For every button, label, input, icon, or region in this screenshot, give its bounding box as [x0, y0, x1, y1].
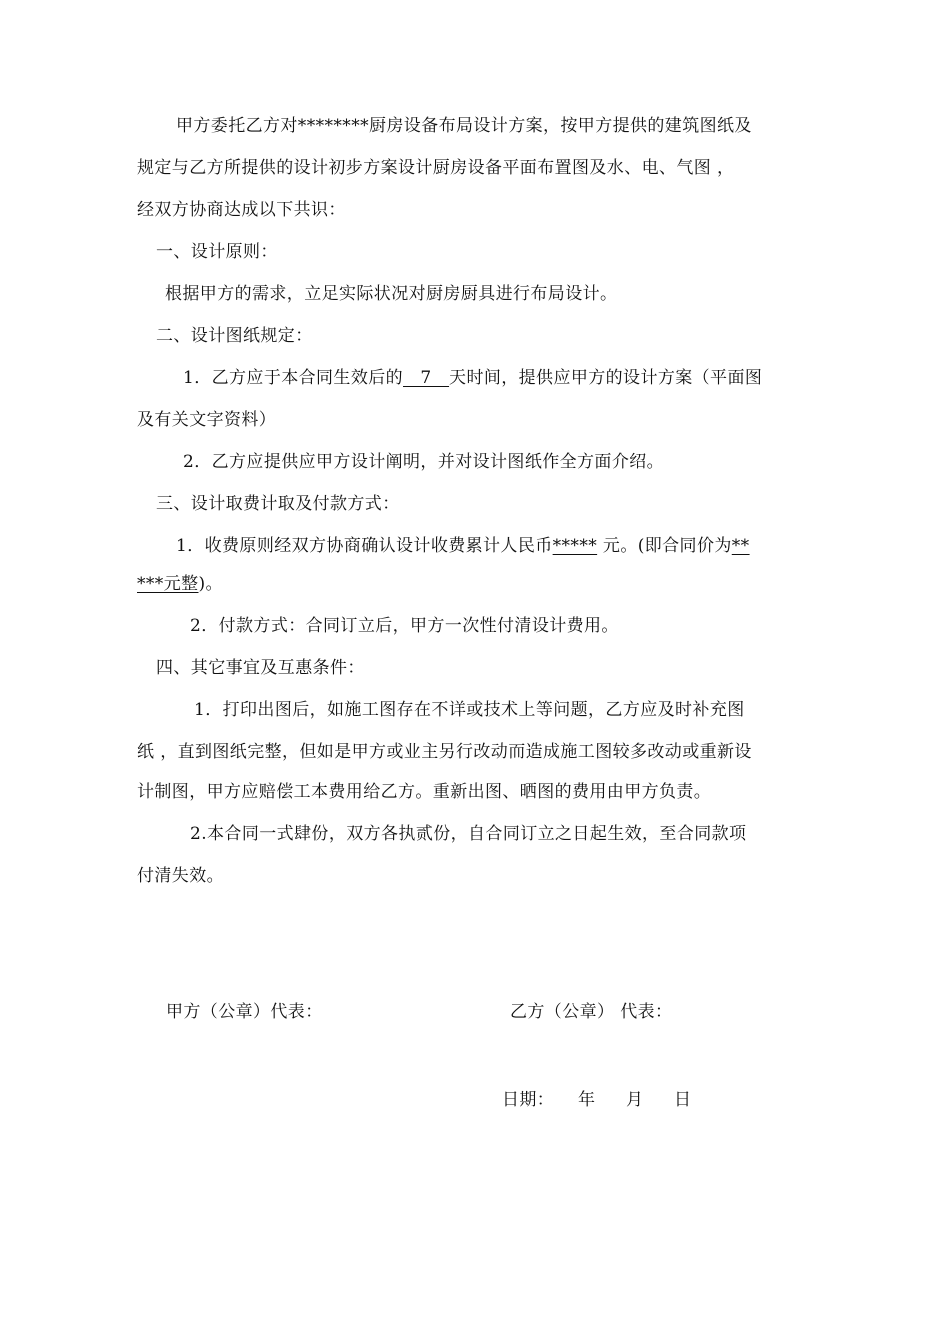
section-3-item-1: [176, 535, 750, 557]
section-2-item-1-line-2: 及有关文字资料）: [137, 410, 277, 430]
section-3-item-1-line-2: [137, 573, 223, 595]
intro-line-2: 规定与乙方所提供的设计初步方案设计厨房设备平面布置图及水、电、气图 ，: [137, 158, 735, 178]
section-3-item-2: 2．付款方式：合同订立后，甲方一次性付清设计费用。: [190, 616, 619, 636]
section-2-item-2: 2．乙方应提供应甲方设计阐明，并对设计图纸作全方面介绍。: [183, 452, 665, 472]
date-label: 日期：: [502, 1090, 555, 1110]
section-3-heading: 三、设计取费计取及付款方式：: [156, 494, 400, 514]
item-text: )。: [198, 574, 223, 594]
section-1-heading: 一、设计原则：: [156, 242, 278, 262]
section-4-item-1-line-2: 纸 ，直到图纸完整，但如是甲方或业主另行改动而造成施工图较多改动或重新设: [137, 742, 752, 762]
date-month: 月: [626, 1090, 644, 1110]
item-text: 1．收费原则经双方协商确认设计收费累计人民币: [176, 536, 553, 556]
contract-price: **: [731, 536, 750, 556]
party-b-signature: 乙方（公章） 代表：: [510, 1002, 673, 1022]
contract-price: ***元整: [137, 574, 199, 594]
intro-line-3: 经双方协商达成以下共识：: [137, 200, 346, 220]
section-2-item-1: [183, 367, 762, 389]
section-4-item-2-line-1: 2.本合同一式肆份，双方各执贰份，自合同订立之日起生效，至合同款项: [190, 824, 747, 844]
party-a-signature: 甲方（公章）代表：: [166, 1002, 323, 1022]
date-day: 日: [674, 1090, 692, 1110]
section-1-body: 根据甲方的需求，立足实际状况对厨房厨具进行布局设计。: [165, 284, 618, 304]
item-text: 天时间，提供应甲方的设计方案（平面图: [449, 368, 763, 388]
section-4-item-1-line-3: 计制图，甲方应赔偿工本费用给乙方。重新出图、晒图的费用由甲方负责。: [137, 782, 712, 802]
section-4-item-2-line-2: 付清失效。: [137, 866, 224, 886]
item-text: 元。(即合同价为: [597, 536, 732, 556]
section-4-heading: 四、其它事宜及互惠条件：: [156, 658, 365, 678]
date-year: 年: [578, 1090, 596, 1110]
item-text: 1．乙方应于本合同生效后的: [183, 368, 404, 388]
days-value: 7: [403, 368, 450, 388]
intro-line-1: 甲方委托乙方对********厨房设备布局设计方案，按甲方提供的建筑图纸及: [176, 116, 752, 136]
section-2-heading: 二、设计图纸规定：: [156, 326, 313, 346]
section-4-item-1-line-1: 1．打印出图后，如施工图存在不详或技术上等问题，乙方应及时补充图: [194, 700, 745, 720]
fee-amount: *****: [552, 536, 598, 556]
